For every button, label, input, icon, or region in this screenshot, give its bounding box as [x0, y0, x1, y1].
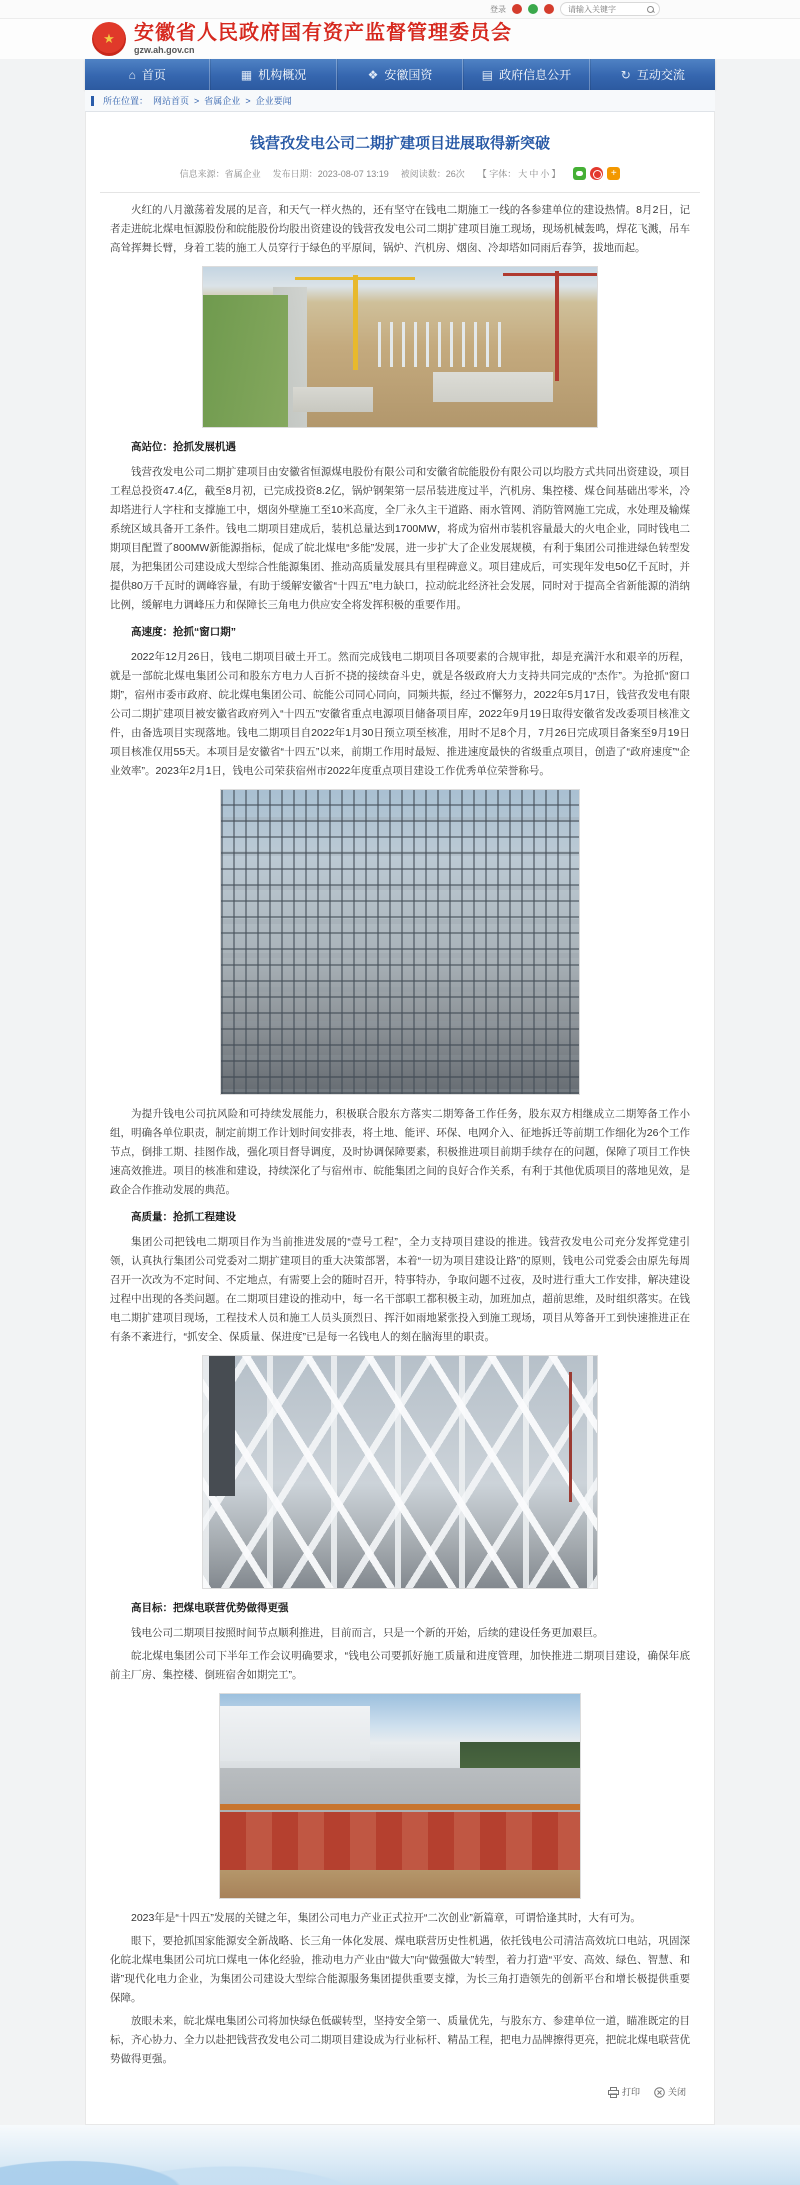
home-icon: [129, 68, 136, 82]
footer-background-band: [0, 2125, 800, 2185]
meta-views-value: 26次: [445, 169, 465, 179]
print-label: 打印: [621, 2087, 640, 2097]
close-icon: [654, 2087, 665, 2098]
breadcrumb-label: 所在位置：: [103, 96, 149, 106]
search-icon[interactable]: [647, 6, 654, 13]
font-size-large-button[interactable]: 大: [518, 169, 528, 179]
print-button[interactable]: [608, 2083, 640, 2102]
wechat-share-icon[interactable]: [573, 167, 586, 180]
building-icon: [241, 68, 252, 82]
article-actions: [110, 2083, 690, 2102]
national-emblem-logo: ★: [92, 22, 126, 56]
paragraph: 2023年是“十四五”发展的关键之年，集团公司电力产业正式拉开“二次创业”新篇章，可谓恰逢其时，大有可为。: [131, 1912, 641, 1924]
font-controls-prefix: 【 字体：: [477, 169, 517, 179]
font-size-medium-button[interactable]: 中: [529, 169, 539, 179]
section-heading: 高站位：抢抓发展机遇: [131, 441, 236, 453]
circle-badge-icon-green[interactable]: [528, 4, 538, 14]
nav-item-home[interactable]: [85, 59, 210, 90]
more-share-icon[interactable]: [607, 167, 620, 180]
search-input[interactable]: [566, 4, 643, 15]
breadcrumb-marker: [91, 96, 94, 106]
nav-item-interaction[interactable]: [590, 59, 715, 90]
meta-source: [180, 167, 261, 180]
nav-item-organization[interactable]: [210, 59, 336, 90]
paragraph: 火红的八月激荡着发展的足音，和天气一样火热的，还有坚守在钱电二期施工一线的各参建单位的建设热情。8月2日，记者走进皖北煤电恒源股份和皖能股份均股出资建设的钱营孜发电公司二期扩建项目施工现场，现场机械轰鸣，焊花飞溅，吊车高耸挥舞长臂，身着工装的施工人员穿行于绿色的平原间，锅炉、汽机房、烟囱、冷却塔如同雨后春笋，拔地而起。: [110, 204, 690, 254]
share-bar: [573, 167, 620, 180]
nav-label: 政府信息公开: [499, 68, 572, 82]
section-heading: 高目标：把煤电联营优势做得更强: [131, 1602, 289, 1614]
font-size-small-button[interactable]: 小: [540, 169, 550, 179]
site-title: 安徽省人民政府国有资产监督管理委员会: [134, 21, 512, 44]
article-meta: [86, 167, 714, 180]
interact-icon: [621, 68, 631, 82]
search-box[interactable]: [560, 2, 660, 16]
article-photo-4: [219, 1693, 581, 1899]
breadcrumb-separator: >: [194, 95, 200, 106]
paragraph: 眼下，要抢抓国家能源安全新战略、长三角一体化发展、煤电联营历史性机遇，依托钱电公司清洁高效坑口电站，巩固深化皖北煤电集团公司坑口煤电一体化经验，推动电力产业由“做大”向“做强做大”转型，着力打造“平安、高效、绿色、智慧、和谐”现代化电力企业，为集团公司建设大型综合能源服务集团提供重要支撑，为长三角打造领先的创新平台和增长极提供重要保障。: [110, 1935, 690, 2004]
paragraph: 集团公司把钱电二期项目作为当前推进发展的“壹号工程”，全力支持项目建设的推进。钱营孜发电公司充分发挥党建引领，认真执行集团公司党委对二期扩建项目的重大决策部署，本着“一切为项目建设让路”的原则，钱电公司党委会由原先每周召开一次改为不定时间、不定地点，有需要上会的随时召开，特事特办，争取问题不过夜，及时进行重大工作安排，解决建设过程中出现的各类问题。在二期项目建设的推动中，每一名干部职工都积极主动，加班加点，超前思维，及时组织落实。在钱电二期扩建项目现场，工程技术人员和施工人员头顶烈日、挥汗如雨地紧张投入到施工现场，项目从筹备开工到快速推进正在有条不紊进行，“抓安全、保质量、保进度”已是每一名钱电人的刻在脑海里的职责。: [110, 1236, 690, 1343]
paragraph: 钱电公司二期项目按照时间节点顺利推进，目前而言，只是一个新的开始，后续的建设任务更加艰巨。: [131, 1627, 604, 1639]
meta-views: [401, 167, 465, 180]
paragraph: 为提升钱电公司抗风险和可持续发展能力，积极联合股东方落实二期筹备工作任务，股东双方相继成立二期筹备工作小组，明确各单位职责，制定前期工作计划时间安排表，将土地、能评、环保、电网介入、征地拆迁等前期工作细化为26个工作节点，倒排工期、挂图作战，强化项目督导调度，及时协调保障要素，积极推进项目前期手续存在的问题，保障了项目工作快速高效推进。项目的核准和建设，持续深化了与宿州市、皖能集团之间的良好合作关系，有利于其他优质项目的落地见效，是政企合作推动发展的典范。: [110, 1108, 690, 1196]
font-controls-suffix: 】: [551, 169, 561, 179]
breadcrumb-home[interactable]: 网站首页: [153, 96, 190, 106]
circle-badge-icon-red[interactable]: [512, 4, 522, 14]
article-body: [86, 201, 714, 2116]
top-utility-bar: [0, 0, 800, 19]
site-header: [0, 19, 800, 59]
breadcrumb-separator: >: [245, 95, 251, 106]
article-photo-3: [202, 1355, 598, 1589]
section-heading: 高速度：抢抓“窗口期”: [131, 626, 236, 638]
document-icon: [482, 68, 493, 82]
paragraph: 钱营孜发电公司二期扩建项目由安徽省恒源煤电股份有限公司和安徽省皖能股份有限公司以均股方式共同出资建设，项目工程总投资47.4亿，截至8月初，已完成投资8.2亿，锅炉钢架第一层吊装进度过半，汽机房、集控楼、煤仓间基础出零米，冷却塔进行人字柱和支撑施工中，烟囱外壁施工至10米高度，全厂永久主干道路、雨水管网、消防管网施工完成，水处理及输煤系统区域具备开工条件。钱电二期项目建成后，装机总量达到1700MW，将成为宿州市装机容量最大的火电企业，同时钱电二期项目配置了800MW新能源指标，促成了皖北煤电“多能”发展，进一步扩大了企业发展规模，有利于集团公司推进绿色转型发展，为把集团公司建设成大型综合性能源集团、推动高质量发展具有里程碑意义。项目建成后，可实现年发电50亿千瓦时，并提供80万千瓦时的调峰容量，有助于缓解安徽省“十四五”电力缺口，拉动皖北经济社会发展，同时对于提高全省新能源的消纳比例，缓解电力调峰压力和保障长三角电力供应安全将发挥积极的重要作用。: [110, 466, 690, 611]
meta-date-value: 2023-08-07 13:19: [317, 169, 389, 179]
article-photo-1: [202, 266, 598, 428]
login-link[interactable]: 登录: [490, 4, 506, 14]
circle-badge-icon-red-2[interactable]: [544, 4, 554, 14]
meta-date: [273, 167, 389, 180]
breadcrumb: [85, 90, 715, 111]
close-button[interactable]: [654, 2083, 686, 2102]
article-title: 钱营孜发电公司二期扩建项目进展取得新突破: [249, 135, 550, 152]
nav-label: 首页: [141, 68, 166, 82]
weibo-share-icon[interactable]: [590, 167, 603, 180]
nav-item-gov-info[interactable]: [463, 59, 589, 90]
main-nav: [85, 59, 715, 90]
article-photo-2: [220, 789, 580, 1095]
site-url: gzw.ah.gov.cn: [134, 44, 195, 55]
print-icon: [608, 2087, 619, 2098]
breadcrumb-section[interactable]: 省属企业: [204, 96, 241, 106]
article-card: [85, 111, 715, 2125]
breadcrumb-current[interactable]: 企业要闻: [255, 96, 292, 106]
paragraph: 2022年12月26日，钱电二期项目破土开工。然而完成钱电二期项目各项要素的合规审批，却是充满汗水和艰辛的历程，就是一部皖北煤电集团公司和股东方电力人百折不挠的接续奋斗史，就是各级政府大力支持共同完成的“杰作”。为抢抓“窗口期”，宿州市委市政府、皖北煤电集团公司、皖能公司同心同向，同频共振，经过不懈努力，2022年5月17日，钱营孜发电有限公司二期扩建项目被安徽省政府列入“十四五”安徽省重点电源项目储备项目库，2022年9月19日取得安徽省发改委项目核准文件，由备选项目实现落地。钱电二期项目自2022年1月30日预立项至核准，用时不足8个月，7月26日完成项目备案至9月19日项目核准仅用55天。本项目是安徽省“十四五”以来，前期工作用时最短、推进速度最快的省级重点项目，创造了“政府速度”“企业效率”。2023年2月1日，钱电公司荣获宿州市2022年度重点项目建设工作优秀单位荣誉称号。: [110, 651, 690, 777]
paragraph: 皖北煤电集团公司下半年工作会议明确要求，“钱电公司要抓好施工质量和进度管理，加快推进二期项目建设，确保年底前主厂房、集控楼、倒班宿舍如期完工”。: [110, 1650, 690, 1681]
font-size-controls: [477, 167, 562, 180]
meta-source-label: 信息来源：: [179, 169, 225, 179]
anhui-map-icon: [368, 68, 379, 82]
meta-source-value: 省属企业: [224, 169, 261, 179]
meta-views-label: 被阅读数：: [400, 169, 446, 179]
meta-date-label: 发布日期：: [272, 169, 318, 179]
nav-label: 安徽国资: [384, 68, 433, 82]
meta-divider: [100, 192, 700, 193]
section-heading: 高质量：抢抓工程建设: [131, 1211, 236, 1223]
nav-label: 机构概况: [258, 68, 307, 82]
nav-item-anhui-soa[interactable]: [337, 59, 463, 90]
paragraph: 放眼未来，皖北煤电集团公司将加快绿色低碳转型，坚持安全第一、质量优先，与股东方、参建单位一道，瞄准既定的目标，齐心协力、全力以赴把钱营孜发电公司二期项目建设成为行业标杆、精品工程，把电力品牌擦得更亮，把皖北煤电联营优势做得更强。: [110, 2015, 690, 2065]
nav-label: 互动交流: [636, 68, 685, 82]
close-label: 关闭: [667, 2087, 686, 2097]
